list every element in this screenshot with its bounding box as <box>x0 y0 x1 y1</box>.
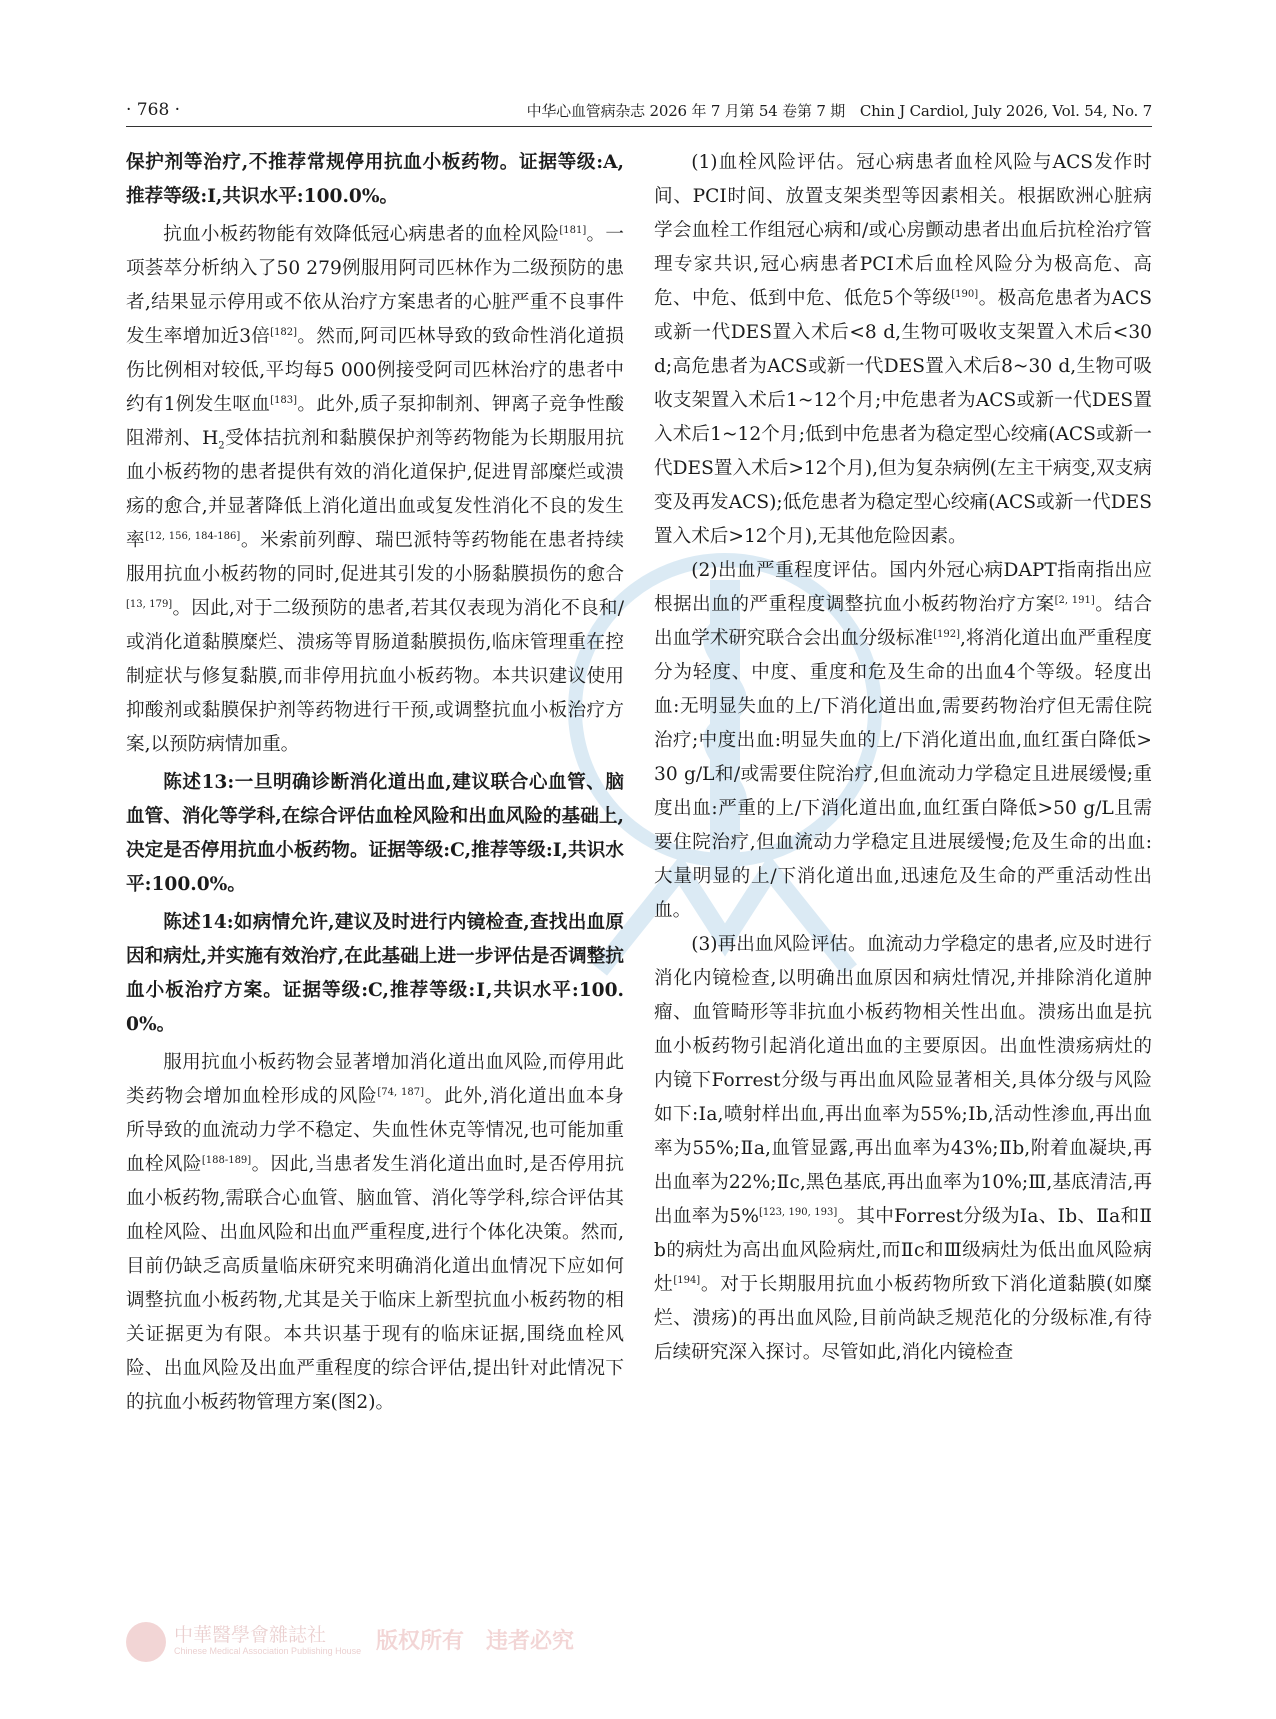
header-rule <box>126 126 1152 127</box>
statement-14: 陈述14:如病情允许,建议及时进行内镜检查,查找出血原因和病灶,并实施有效治疗,在此基础上进一步评估是否调整抗血小板治疗方案。证据等级:C,推荐等级:Ⅰ,共识水平:100.0%。 <box>126 912 624 1035</box>
citation: [190] <box>951 288 979 300</box>
statement-13: 陈述13:一旦明确诊断消化道出血,建议联合心血管、脑血管、消化等学科,在综合评估血栓风险和出血风险的基础上,决定是否停用抗血小板药物。证据等级:C,推荐等级:Ⅰ,共识水平:100.0%。 <box>126 772 624 895</box>
citation: [194] <box>673 1274 701 1286</box>
citation: [74, 187] <box>377 1086 425 1098</box>
rebleeding-risk-paragraph: (3)再出血风险评估。血流动力学稳定的患者,应及时进行消化内镜检查,以明确出血原因和病灶情况,并排除消化道肿瘤、血管畸形等非抗血小板药物相关性出血。溃疡出血是抗血小板药物引起消化道出血的主要原因。出血性溃疡病灶的内镜下Forrest分级与再出血风险显著相关,具体分级与风险如下:Ⅰa,喷射样出血,再出血率为55%;Ⅰb,活动性渗血,再出血率为55%;Ⅱa,血管显露,再出血率为43%;Ⅱb,附着血凝块,再出血率为22%;Ⅱc,黑色基底,再出血率为10%;Ⅲ,基底清洁,再出血率为5%[123, 190, 193]。其中Forrest分级为Ⅰa、Ⅰb、Ⅱa和Ⅱb的病灶为高出血风险病灶,而Ⅱc和Ⅲ级病灶为低出血风险病灶[194]。对于长期服用抗血小板药物所致下消化道黏膜(如糜烂、溃疡)的再出血风险,目前尚缺乏规范化的分级标准,有待后续研究深入探讨。尽管如此,消化内镜检查 <box>654 934 1152 1363</box>
copyright-notice: 版权所有 违者必究 <box>376 1628 575 1654</box>
publisher-footer-logo <box>126 1618 575 1668</box>
running-header <box>126 100 1152 126</box>
statement-12-tail: 保护剂等治疗,不推荐常规停用抗血小板药物。证据等级:A,推荐等级:Ⅰ,共识水平:100.0%。 <box>126 152 624 207</box>
citation: [182] <box>270 326 298 338</box>
citation: [12, 156, 184-186] <box>145 530 241 542</box>
page-number: · 768 · <box>126 100 181 120</box>
citation: [188-189] <box>201 1154 252 1166</box>
publisher-name-en: Chinese Medical Association Publishing House <box>174 1646 362 1656</box>
right-column <box>654 146 1152 1370</box>
citation: [13, 179] <box>126 598 173 610</box>
publisher-name: 中華醫學會雜誌社 <box>174 1624 327 1646</box>
citation: [181] <box>559 224 587 236</box>
citation: [123, 190, 193] <box>758 1206 838 1218</box>
citation: [2, 191] <box>1054 594 1095 606</box>
left-column <box>126 146 624 1420</box>
paragraph: 服用抗血小板药物会显著增加消化道出血风险,而停用此类药物会增加血栓形成的风险[74, 187]。此外,消化道出血本身所导致的血流动力学不稳定、失血性休克等情况,也可能加重血栓风险[188-189]。因此,当患者发生消化道出血时,是否停用抗血小板药物,需联合心血管、脑血管、消化等学科,综合评估其血栓风险、出血风险和出血严重程度,进行个体化决策。然而,目前仍缺乏高质量临床研究来明确消化道出血情况下应如何调整抗血小板药物,尤其是关于临床上新型抗血小板药物的相关证据更为有限。本共识基于现有的临床证据,围绕血栓风险、出血风险及出血严重程度的综合评估,提出针对此情况下的抗血小板药物管理方案(图2)。 <box>126 1052 624 1413</box>
journal-citation: 中华心血管病杂志 2026 年 7 月第 54 卷第 7 期 Chin J Cardiol, July 2026, Vol. 54, No. 7 <box>526 102 1152 120</box>
paragraph: 抗血小板药物能有效降低冠心病患者的血栓风险[181]。一项荟萃分析纳入了50 279例服用阿司匹林作为二级预防的患者,结果显示停用或不依从治疗方案患者的心脏严重不良事件发生率增加近3倍[182]。然而,阿司匹林导致的致命性消化道损伤比例相对较低,平均每5 000例接受阿司匹林治疗的患者中约有1例发生呕血[183]。此外,质子泵抑制剂、钾离子竞争性酸阻滞剂、$H_2$受体拮抗剂和黏膜保护剂等药物能为长期服用抗血小板药物的患者提供有效的消化道保护,促进胃部糜烂或溃疡的愈合,并显著降低上消化道出血或复发性消化不良的发生率[12, 156, 184-186]。米索前列醇、瑞巴派特等药物能在患者持续服用抗血小板药物的同时,促进其引发的小肠黏膜损伤的愈合[13, 179]。因此,对于二级预防的患者,若其仅表现为消化不良和/或消化道黏膜糜烂、溃疡等胃肠道黏膜损伤,临床管理重在控制症状与修复黏膜,而非停用抗血小板药物。本共识建议使用抑酸剂或黏膜保护剂等药物进行干预,或调整抗血小板治疗方案,以预防病情加重。 <box>126 224 624 755</box>
publisher-seal-icon <box>126 1622 166 1662</box>
citation: [192] <box>933 628 960 640</box>
citation: [183] <box>270 394 298 406</box>
thrombosis-risk-paragraph: (1)血栓风险评估。冠心病患者血栓风险与ACS发作时间、PCI时间、放置支架类型等因素相关。根据欧洲心脏病学会血栓工作组冠心病和/或心房颤动患者出血后抗栓治疗管理专家共识,冠心病患者PCI术后血栓风险分为极高危、高危、中危、低到中危、低危5个等级[190]。极高危患者为ACS或新一代DES置入术后<8 d,生物可吸收支架置入术后<30 d;高危患者为ACS或新一代DES置入术后8~30 d,生物可吸收支架置入术后1~12个月;中危患者为ACS或新一代DES置入术后1~12个月;低到中危患者为稳定型心绞痛(ACS或新一代DES置入术后>12个月),但为复杂病例(左主干病变,双支病变及再发ACS);低危患者为稳定型心绞痛(ACS或新一代DES置入术后>12个月),无其他危险因素。 <box>654 152 1152 547</box>
bleeding-severity-paragraph: (2)出血严重程度评估。国内外冠心病DAPT指南指出应根据出血的严重程度调整抗血小板药物治疗方案[2, 191]。结合出血学术研究联合会出血分级标准[192],将消化道出血严重程度分为轻度、中度、重度和危及生命的出血4个等级。轻度出血:无明显失血的上/下消化道出血,需要药物治疗但无需住院治疗;中度出血:明显失血的上/下消化道出血,血红蛋白降低>30 g/L和/或需要住院治疗,但血流动力学稳定且进展缓慢;重度出血:严重的上/下消化道出血,血红蛋白降低>50 g/L且需要住院治疗,但血流动力学稳定且进展缓慢;危及生命的出血:大量明显的上/下消化道出血,迅速危及生命的严重活动性出血。 <box>654 560 1152 921</box>
